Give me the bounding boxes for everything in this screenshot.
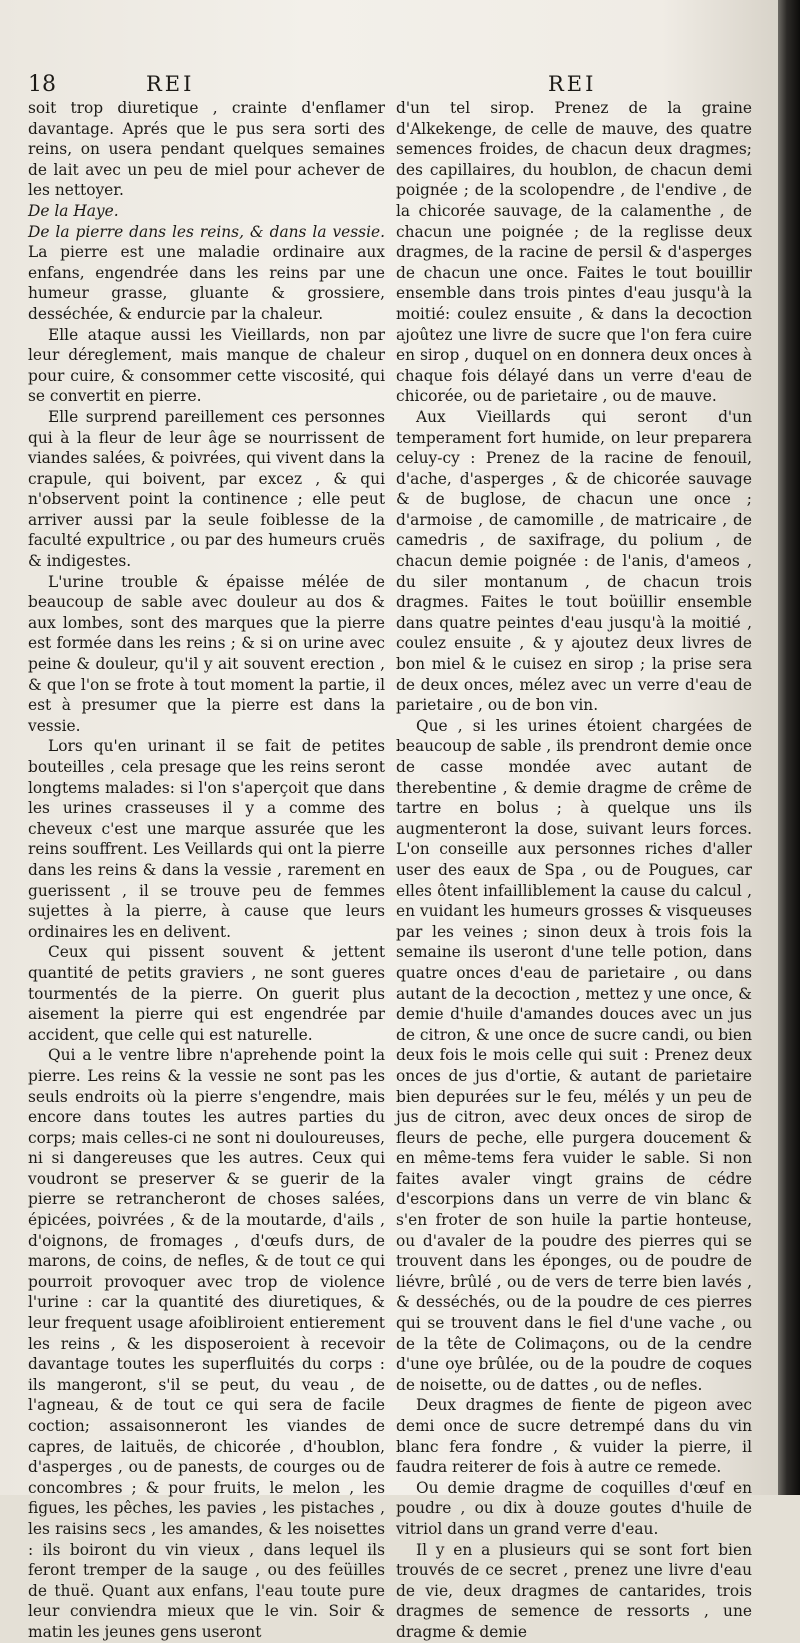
paragraph: Que , si les urines étoient chargées de beaucoup de sable , ils prendront demie once de casse mondée avec autant de therebentine , & demie dragme de crême de tartre en bolus ; à quelque uns ils augmenteront la dose, suivant leurs forces. L'on conseille aux personnes riches d'aller user des eaux de Spa , ou de Pougues, car elles ôtent infailliblement la cause du calcul , en vuidant les humeurs grosses & visqueuses par les veines ; sinon deux à trois fois la semaine ils useront d'une telle potion, dans quatre onces d'eau de parietaire , ou dans autant de la decoction , mettez y une once, & demie d'huile d'amandes douces avec un jus de citron, & une once de sucre candi, ou bien deux fois le mois celle qui suit : Prenez deux onces de jus d'ortie, & autant de parietaire bien depurées sur le feu, mélés y un peu de jus de citron, avec deux onces de sirop de fleurs de peche, elle purgera doucement & en même-tems fera vuider le sable. Si non faites avaler vingt grains de cédre d'escorpions dans un verre de vin blanc & s'en froter de son huile la partie honteuse, ou d'avaler de la poudre des pierres qui se trouvent dans les éponges, ou de poudre de liévre, brûlé , ou de vers de terre bien lavés , & desséchés, ou de la poudre de ces pierres qui se trouvent dans le fiel d'une vache , ou de la tête de Colimaçons, ou de la cendre d'une oye brûlée, ou de la poudre de coques de noisette, ou de dattes , ou de nefles.	[396, 716, 752, 1394]
page-header	[28, 72, 742, 100]
paragraph: Elle surprend pareillement ces personnes qui à la fleur de leur âge se nourrissent de viandes salées, & poivrées, qui vivent dans la crapule, qui boivent, par excez , & qui n'observent point la continence ; elle peut arriver aussi par la seule foiblesse de la faculté expultrice , ou par des humeurs cruës & indigestes.	[28, 407, 385, 571]
paragraph: soit trop diuretique , crainte d'enflamer davantage. Aprés que le pus sera sorti des reins, on usera pendant quelques semaines de lait avec un peu de miel pour achever de les nettoyer.	[28, 99, 385, 200]
paragraph: Deux dragmes de fiente de pigeon avec demi once de sucre detrempé dans du vin blanc fera fondre , & vuider la pierre, il faudra reiterer de fois à autre ce remede.	[396, 1396, 752, 1477]
running-head-right: REI	[548, 72, 597, 96]
section-title: De la pierre dans les reins, & dans la vessie.	[28, 222, 385, 241]
paragraph: Elle ataque aussi les Vieillards, non par leur déreglement, mais manque de chaleur pour cuire, & consommer cette viscosité, qui se convertit en pierre.	[28, 325, 385, 406]
paragraph: Il y en a plusieurs qui se sont fort bien trouvés de ce secret , prenez une livre d'eau de vie, deux dragmes de cantarides, trois dragmes de semence de ressorts , une dragme & demie	[396, 1540, 752, 1641]
paragraph: Ceux qui pissent souvent & jettent quantité de petits graviers , ne sont gueres tourmentés de la pierre. On guerit plus aisement la pierre qui est engendrée par accident, que celle qui est naturelle.	[28, 943, 385, 1044]
page-number: 18	[28, 72, 56, 97]
paragraph	[28, 222, 385, 325]
right-column	[396, 98, 752, 1643]
book-spine-shadow	[778, 0, 800, 1495]
paragraph: L'urine trouble & épaisse mélée de beaucoup de sable avec douleur au dos & aux lombes, sont des marques que la pierre est formée dans les reins ; & si on urine avec peine & douleur, qu'il y ait souvent erection , & que l'on se frote à tout moment la partie, il est à presumer que la pierre est dans la vessie.	[28, 572, 385, 735]
paragraph-text: La pierre est une maladie ordinaire aux enfans, engendrée dans les reins par une humeur grasse, gluante & grossiere, desséchée, & endurcie par la chaleur.	[28, 243, 385, 323]
signature: De la Haye.	[28, 201, 119, 220]
paragraph: Lors qu'en urinant il se fait de petites bouteilles , cela presage que les reins seront longtems malades: si l'on s'aperçoit que dans les urines crasseuses il y a comme des cheveux c'est une marque assurée que les reins souffrent. Les Veillards qui ont la pierre dans les reins & dans la vessie , rarement en guerissent , il se trouve peu de femmes sujettes à la pierre, à cause que leurs ordinaires les en delivent.	[28, 737, 385, 941]
left-column	[28, 98, 385, 1643]
paragraph: Ou demie dragme de coquilles d'œuf en poudre , ou dix à douze goutes d'huile de vitriol dans un grand verre d'eau.	[396, 1478, 752, 1538]
paragraph: Qui a le ventre libre n'aprehende point la pierre. Les reins & la vessie ne sont pas les seuls endroits où la pierre s'engendre, mais encore dans toutes les autres parties du corps; mais celles-ci ne sont ni douloureuses, ni si dangereuses que les autres. Ceux qui voudront se preserver & se guerir de la pierre se retrancheront de choses salées, épicées, poivrées , & de la moutarde, d'ails , d'oignons, de fromages , d'œufs durs, de marons, de coins, de nefles, & de tout ce qui pourroit provoquer avec trop de violence l'urine : car la quantité des diuretiques, & leur frequent usage afoibliroient entierement les reins , & les disposeroient à recevoir davantage toutes les superfluités du corps : ils mangeront, s'il se peut, du veau , de l'agneau, & de tout ce qui sera de facile coction; assaisonneront les viandes de capres, de laituës, de chicorée , d'houblon, d'asperges , ou de panests, de courges ou de concombres ; & pour fruits, le melon , les figues, les pêches, les pavies , les pistaches , les raisins secs , les amandes, & les noisettes : ils boiront du vin vieux , dans lequel ils feront tremper de la sauge , ou des feüilles de thuë. Quant aux enfans, l'eau toute pure leur conviendra mieux que le vin. Soir & matin les jeunes gens useront	[28, 1046, 385, 1641]
running-head-left: REI	[146, 72, 195, 96]
paragraph: d'un tel sirop. Prenez de la graine d'Alkekenge, de celle de mauve, des quatre semences froides, de chacun deux dragmes; des capillaires, du houblon, de chacun demi poignée ; de la scolopendre , de l'endive , de la chicorée sauvage, de la calamenthe , de chacun une poignée ; de la reglisse deux dragmes, de la racine de persil & d'asperges de chacun une once. Faites le tout bouillir ensemble dans trois pintes d'eau jusqu'à la moitié: coulez ensuite , & dans la decoction ajoûtez une livre de sucre que l'on fera cuire en sirop , duquel on en donnera deux onces à chaque fois délayé dans un verre d'eau de chicorée, ou de parietaire , ou de mauve.	[396, 99, 752, 406]
paragraph: Aux Vieillards qui seront d'un temperament fort humide, on leur preparera celuy-cy : Prenez de la racine de fenouil, d'ache, d'asperges , & de chicorée sauvage & de buglose, de chacun une once ; d'armoise , de camomille , de matricaire , de camedris , de saxifrage, du polium , de chacun demie poignée : de l'anis, d'ameos , du siler montanum , de chacun trois dragmes. Faites le tout boüillir ensemble dans quatre peintes d'eau jusqu'à la moitié , coulez ensuite , & y ajoutez deux livres de bon miel & le cuisez en sirop ; la prise sera de deux onces, mélez avec un verre d'eau de parietaire , ou de bon vin.	[396, 407, 752, 715]
